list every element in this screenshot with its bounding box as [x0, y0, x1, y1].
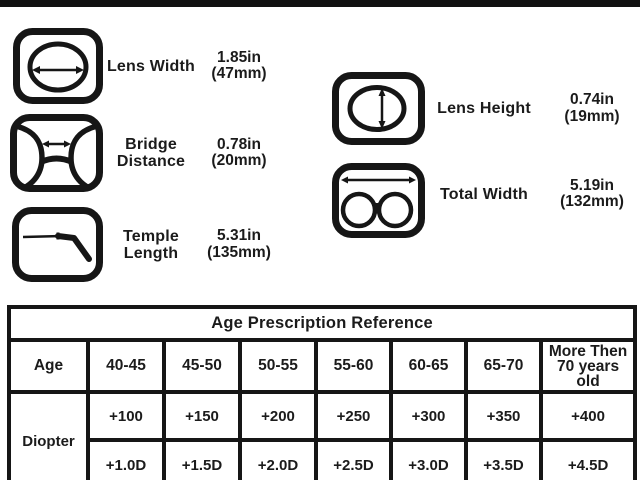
diopter-d-cell: +1.5D [164, 440, 240, 480]
bridge-distance-icon [10, 114, 103, 192]
value-line: 0.78in [217, 135, 261, 153]
lens-width-icon [13, 28, 103, 104]
diopter-cell: +200 [240, 392, 316, 440]
temple-length-label [105, 207, 197, 282]
diopter-cell: +300 [391, 392, 466, 440]
diopter-cell: +100 [88, 392, 164, 440]
value-line: (19mm) [564, 107, 620, 125]
diopter-row-1 [9, 392, 635, 440]
age-prescription-table-wrap [7, 305, 633, 480]
lens-height-icon [332, 72, 425, 145]
diopter-d-cell: +4.5D [541, 440, 635, 480]
age-header-row [9, 340, 635, 392]
age-prescription-table [7, 305, 637, 480]
label-line: Lens Width [106, 57, 196, 75]
diopter-d-cell: +2.0D [240, 440, 316, 480]
label-line: Temple [122, 227, 180, 245]
diopter-cell: +250 [316, 392, 391, 440]
diopter-row-label: Diopter [9, 392, 88, 480]
value-line: 0.74in [570, 91, 614, 108]
value-line: (47mm) [211, 65, 267, 82]
lens-height-value [548, 72, 636, 145]
age-row-label: Age [9, 340, 88, 392]
diopter-d-cell: +3.0D [391, 440, 466, 480]
temple-length-value [198, 207, 280, 282]
lens-width-value [198, 28, 280, 104]
diopter-row-2 [9, 440, 635, 480]
diopter-d-cell: +3.5D [466, 440, 541, 480]
label-line: Length [123, 244, 179, 262]
age-range-cell: 45-50 [164, 340, 240, 392]
value-line: (20mm) [211, 152, 267, 169]
label-line: Lens Height [437, 100, 531, 117]
bridge-distance-label [105, 114, 197, 192]
label-line: Distance [116, 153, 186, 170]
age-range-cell: 55-60 [316, 340, 391, 392]
bridge-distance-value [198, 114, 280, 192]
diopter-cell: +150 [164, 392, 240, 440]
total-width-icon [332, 163, 425, 238]
lens-height-label [430, 72, 538, 145]
value-line: (132mm) [560, 193, 624, 210]
top-divider-bar [0, 0, 640, 7]
value-line: (135mm) [207, 243, 271, 261]
value-line: 5.19in [570, 176, 614, 194]
diopter-d-cell: +1.0D [88, 440, 164, 480]
age-range-cell: 60-65 [391, 340, 466, 392]
total-width-value [548, 155, 636, 233]
table-title-row [9, 307, 635, 340]
label-line: Bridge [125, 136, 177, 153]
temple-length-icon [12, 207, 103, 282]
table-title: Age Prescription Reference [9, 307, 635, 340]
age-range-cell: More Then 70 years old [541, 340, 635, 392]
lens-width-label [105, 28, 197, 104]
age-range-cell: 65-70 [466, 340, 541, 392]
diopter-d-cell: +2.5D [316, 440, 391, 480]
value-line: 5.31in [217, 227, 261, 244]
value-line: 1.85in [217, 48, 261, 66]
label-line: Total Width [440, 185, 528, 203]
age-range-cell: 50-55 [240, 340, 316, 392]
diopter-cell: +400 [541, 392, 635, 440]
age-range-cell: 40-45 [88, 340, 164, 392]
diopter-cell: +350 [466, 392, 541, 440]
total-width-label [430, 155, 538, 233]
